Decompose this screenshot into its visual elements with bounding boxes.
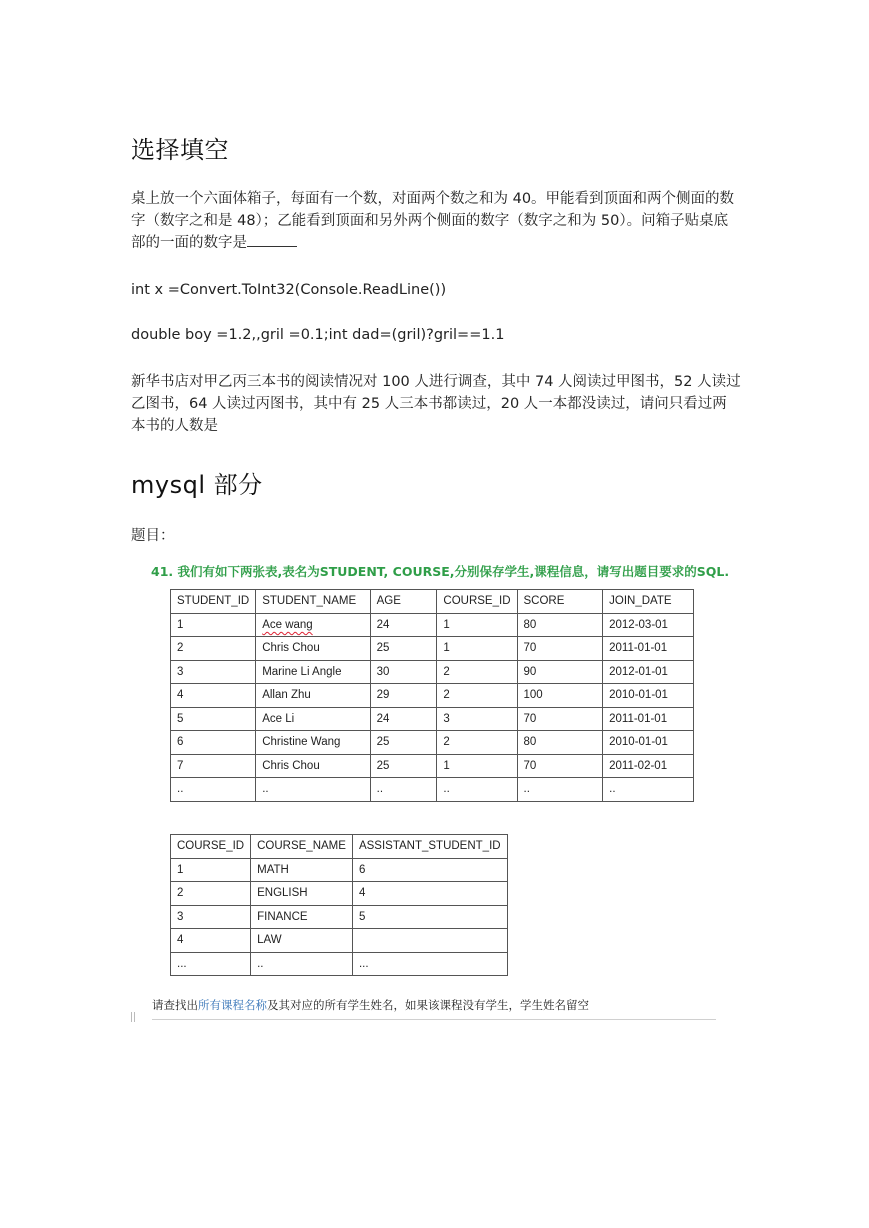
table-row	[171, 707, 694, 731]
table-row	[171, 660, 694, 684]
table-header-row	[171, 590, 694, 614]
table-cell: MATH	[251, 858, 353, 882]
table-cell: 70	[517, 754, 603, 778]
table-row	[171, 882, 508, 906]
table-header-cell: SCORE	[517, 590, 603, 614]
table-cell: ...	[352, 952, 507, 976]
table-cell: 29	[370, 684, 437, 708]
table-cell: 2012-03-01	[603, 613, 694, 637]
question-1	[131, 188, 741, 254]
table-row	[171, 637, 694, 661]
table-row	[171, 684, 694, 708]
table-cell: 7	[171, 754, 256, 778]
table-cell: Ace Li	[256, 707, 370, 731]
table-cell: 80	[517, 731, 603, 755]
cursor-marker	[131, 1012, 135, 1022]
table-cell: ..	[603, 778, 694, 802]
student-table	[170, 589, 694, 802]
table-cell: ...	[171, 952, 251, 976]
table-cell: 5	[171, 707, 256, 731]
question-3: double boy =1.2,,gril =0.1;int dad=(gril)?gril==1.1	[131, 327, 505, 343]
table-header-cell: COURSE_ID	[437, 590, 517, 614]
table-header-cell: COURSE_ID	[171, 835, 251, 859]
answer-blank	[247, 232, 297, 247]
table-cell: 3	[171, 660, 256, 684]
table-cell: 1	[171, 858, 251, 882]
topic-label: 题目：	[131, 528, 175, 544]
section-heading-choice: 选择填空	[131, 136, 229, 164]
table-cell: Christine Wang	[256, 731, 370, 755]
section-heading-mysql: mysql 部分	[131, 471, 263, 499]
table-cell: 1	[171, 613, 256, 637]
table-row	[171, 905, 508, 929]
question-1-text: 桌上放一个六面体箱子，每面有一个数，对面两个数之和为 40。甲能看到顶面和两个侧面的数字（数字之和是 48）；乙能看到顶面和另外两个侧面的数字（数字之和为 50）。问箱子贴桌底部的一面的数字是	[131, 191, 735, 251]
text-cursor-line	[152, 1019, 716, 1020]
table-cell: 1	[437, 637, 517, 661]
table-cell: Allan Zhu	[256, 684, 370, 708]
table-cell: 100	[517, 684, 603, 708]
table-cell: 2011-01-01	[603, 637, 694, 661]
table-cell: 80	[517, 613, 603, 637]
table-row	[171, 858, 508, 882]
table-cell: 2010-01-01	[603, 731, 694, 755]
table-header-cell: COURSE_NAME	[251, 835, 353, 859]
table-cell: Marine Li Angle	[256, 660, 370, 684]
sql-task	[152, 997, 589, 1013]
table-cell: ..	[437, 778, 517, 802]
table-cell: 2	[437, 731, 517, 755]
table-row	[171, 929, 508, 953]
table-cell: ..	[517, 778, 603, 802]
table-cell: Ace wang	[256, 613, 370, 637]
table-cell: 3	[437, 707, 517, 731]
table-cell: 24	[370, 613, 437, 637]
sql-question-title: 41. 我们有如下两张表,表名为STUDENT, COURSE,分别保存学生,课程信息，请写出题目要求的SQL.	[151, 564, 730, 579]
table-header-row	[171, 835, 508, 859]
table-cell: 2	[171, 637, 256, 661]
table-cell: Chris Chou	[256, 754, 370, 778]
table-header-cell: ASSISTANT_STUDENT_ID	[352, 835, 507, 859]
table-cell: 25	[370, 754, 437, 778]
table-cell: Chris Chou	[256, 637, 370, 661]
table-header-cell: JOIN_DATE	[603, 590, 694, 614]
table-header-cell: STUDENT_NAME	[256, 590, 370, 614]
table-cell: ..	[251, 952, 353, 976]
table-row	[171, 613, 694, 637]
table-cell: 4	[171, 929, 251, 953]
table-cell: LAW	[251, 929, 353, 953]
table-cell: 4	[352, 882, 507, 906]
table-cell: 2010-01-01	[603, 684, 694, 708]
table-cell: 2	[437, 684, 517, 708]
table-cell: 2011-01-01	[603, 707, 694, 731]
table-cell: ..	[171, 778, 256, 802]
sql-task-highlight: 所有课程名称	[198, 998, 267, 1012]
table-cell: 70	[517, 637, 603, 661]
table-cell: 70	[517, 707, 603, 731]
student-table-body	[171, 590, 694, 802]
table-cell: 24	[370, 707, 437, 731]
table-header-cell: STUDENT_ID	[171, 590, 256, 614]
table-cell: 5	[352, 905, 507, 929]
table-cell: 25	[370, 637, 437, 661]
table-cell: ..	[256, 778, 370, 802]
sql-task-part-3: 及其对应的所有学生姓名，如果该课程没有学生，学生姓名留空	[267, 998, 589, 1012]
table-cell	[352, 929, 507, 953]
table-row	[171, 778, 694, 802]
course-table-body	[171, 835, 508, 976]
table-cell: 90	[517, 660, 603, 684]
table-cell: 3	[171, 905, 251, 929]
table-cell: 6	[352, 858, 507, 882]
table-cell: 2	[171, 882, 251, 906]
question-2: int x =Convert.ToInt32(Console.ReadLine())	[131, 282, 447, 298]
table-cell: 4	[171, 684, 256, 708]
table-cell: 25	[370, 731, 437, 755]
table-header-cell: AGE	[370, 590, 437, 614]
table-cell: 30	[370, 660, 437, 684]
course-table	[170, 834, 508, 976]
table-cell: 2011-02-01	[603, 754, 694, 778]
table-cell: FINANCE	[251, 905, 353, 929]
table-row	[171, 754, 694, 778]
table-cell: 1	[437, 754, 517, 778]
table-cell: 2	[437, 660, 517, 684]
table-cell: 2012-01-01	[603, 660, 694, 684]
table-cell: 1	[437, 613, 517, 637]
table-cell: ENGLISH	[251, 882, 353, 906]
table-row	[171, 731, 694, 755]
table-cell: 6	[171, 731, 256, 755]
sql-task-part-1: 请查找出	[152, 998, 198, 1012]
table-cell: ..	[370, 778, 437, 802]
question-4: 新华书店对甲乙丙三本书的阅读情况对 100 人进行调查，其中 74 人阅读过甲图书，52 人读过乙图书，64 人读过丙图书，其中有 25 人三本书都读过，20 人一本都没读过，请问只看过两本书的人数是	[131, 374, 741, 434]
table-row	[171, 952, 508, 976]
